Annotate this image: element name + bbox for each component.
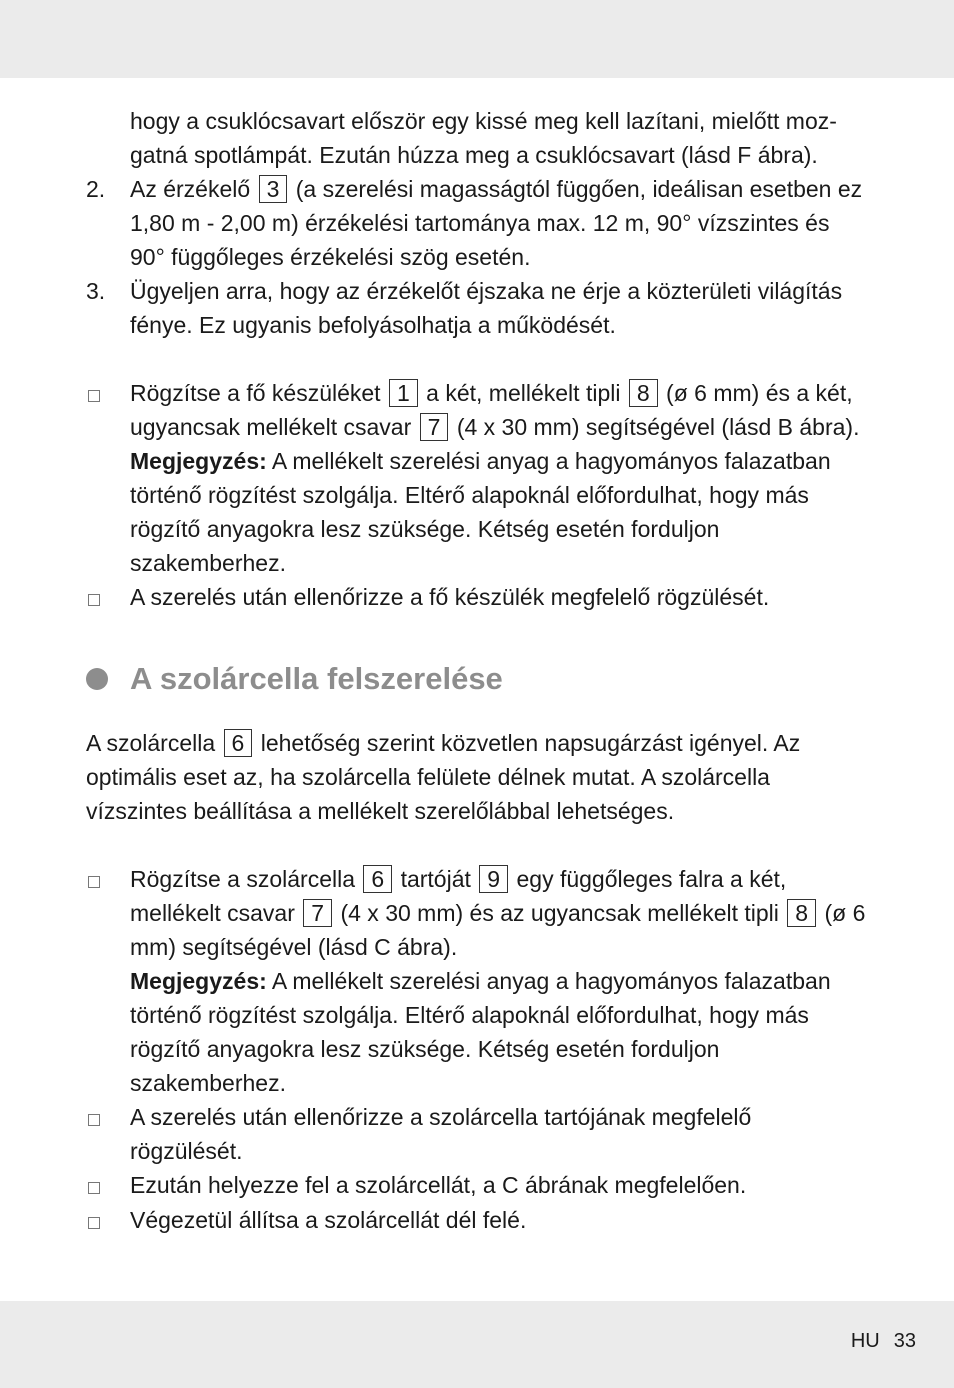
ref-box: 8	[787, 899, 816, 927]
paragraph: A szolárcella 6 lehetőség szerint közvetlen napsugárzást igényel. Az optimális eset az, ha szolárcella felülete délnek mutat. A szolárcella vízszintes beállítása a mellékelt szerelőlábbal lehetséges.	[86, 730, 801, 824]
square-bullet-icon	[88, 1182, 100, 1194]
ref-box: 6	[363, 865, 392, 893]
ref-box: 9	[479, 865, 508, 893]
numbered-item-3: 3. Ügyeljen arra, hogy az érzékelőt éjszaka ne érje a közterületi világítás fénye. Ez ugyanis befolyásolhatja a működését.	[86, 278, 843, 338]
section-heading: A szolárcella felszerelése	[86, 649, 870, 709]
note: Megjegyzés: A mellékelt szerelési anyag a hagyományos falazatban történő rögzítést szolgálja. Eltérő alapoknál előfordulhat, hogy más rögzítő anyagokra lesz szüksége. Kétség esetén forduljon szakemberhez.	[130, 968, 831, 1096]
page-number: 33	[893, 1330, 916, 1352]
ref-box: 7	[303, 899, 332, 927]
bullet-item: Rögzítse a szolárcella 6 tartóját 9 egy függőleges falra a két, mellékelt csavar 7 (4 x 30 mm) és az ugyancsak mellékelt tipli 8 (ø 6 mm) segítségével (lásd C ábra). Megjegyzés: A mellékelt szerelési anyag a hagyományos falazatban történő rögzítést szolgálja. Eltérő alapoknál előfordulhat, hogy más rögzítő anyagokra lesz szüksége. Kétség esetén forduljon szakemberhez.	[86, 862, 870, 1100]
header-bar	[0, 0, 954, 78]
page-footer	[851, 1326, 916, 1356]
bullet-dot-icon	[86, 668, 108, 690]
continued-paragraph: hogy a csuklócsavart először egy kissé meg kell lazítani, mielőtt moz- gatná spotlámpát. Ezután húzza meg a csuklócsavart (lásd F ábra).	[130, 108, 837, 168]
ref-box: 7	[420, 413, 449, 441]
square-bullet-icon	[88, 876, 100, 888]
page-content	[86, 104, 870, 1238]
bullet-item: A szerelés után ellenőrizze a fő készülék megfelelő rögzülését.	[86, 580, 870, 615]
bullet-item: Rögzítse a fő készüléket 1 a két, mellékelt tipli 8 (ø 6 mm) és a két, ugyancsak mellékelt csavar 7 (4 x 30 mm) segítségével (lásd B ábra). Megjegyzés: A mellékelt szerelési anyag a hagyományos falazatban történő rögzítést szolgálja. Eltérő alapoknál előfordulhat, hogy más rögzítő anyagokra lesz szüksége. Kétség esetén forduljon szakemberhez.	[86, 376, 870, 580]
ref-box: 6	[224, 729, 253, 757]
numbered-item-2: 2. Az érzékelő 3 (a szerelési magasságtól függően, ideálisan esetben ez 1,80 m - 2,00 m) érzékelési tartománya max. 12 m, 90° vízszintes és 90° függőleges érzékelési szög esetén.	[86, 176, 863, 270]
square-bullet-icon	[88, 594, 100, 606]
bullet-item: Ezután helyezze fel a szolárcellát, a C ábrának megfelelően.	[86, 1168, 870, 1203]
square-bullet-icon	[88, 1114, 100, 1126]
ref-box: 8	[629, 379, 658, 407]
ref-box: 3	[259, 175, 288, 203]
language-code: HU	[850, 1330, 880, 1352]
bullet-item: Végezetül állítsa a szolárcellát dél felé.	[86, 1203, 870, 1238]
footer-bar	[0, 1301, 954, 1388]
bullet-item: A szerelés után ellenőrizze a szolárcella tartójának megfelelő rögzülését.	[86, 1100, 870, 1168]
note: Megjegyzés: A mellékelt szerelési anyag a hagyományos falazatban történő rögzítést szolgálja. Eltérő alapoknál előfordulhat, hogy más rögzítő anyagokra lesz szüksége. Kétség esetén forduljon szakemberhez.	[130, 448, 831, 576]
ref-box: 1	[389, 379, 418, 407]
square-bullet-icon	[88, 1217, 100, 1229]
square-bullet-icon	[88, 390, 100, 402]
